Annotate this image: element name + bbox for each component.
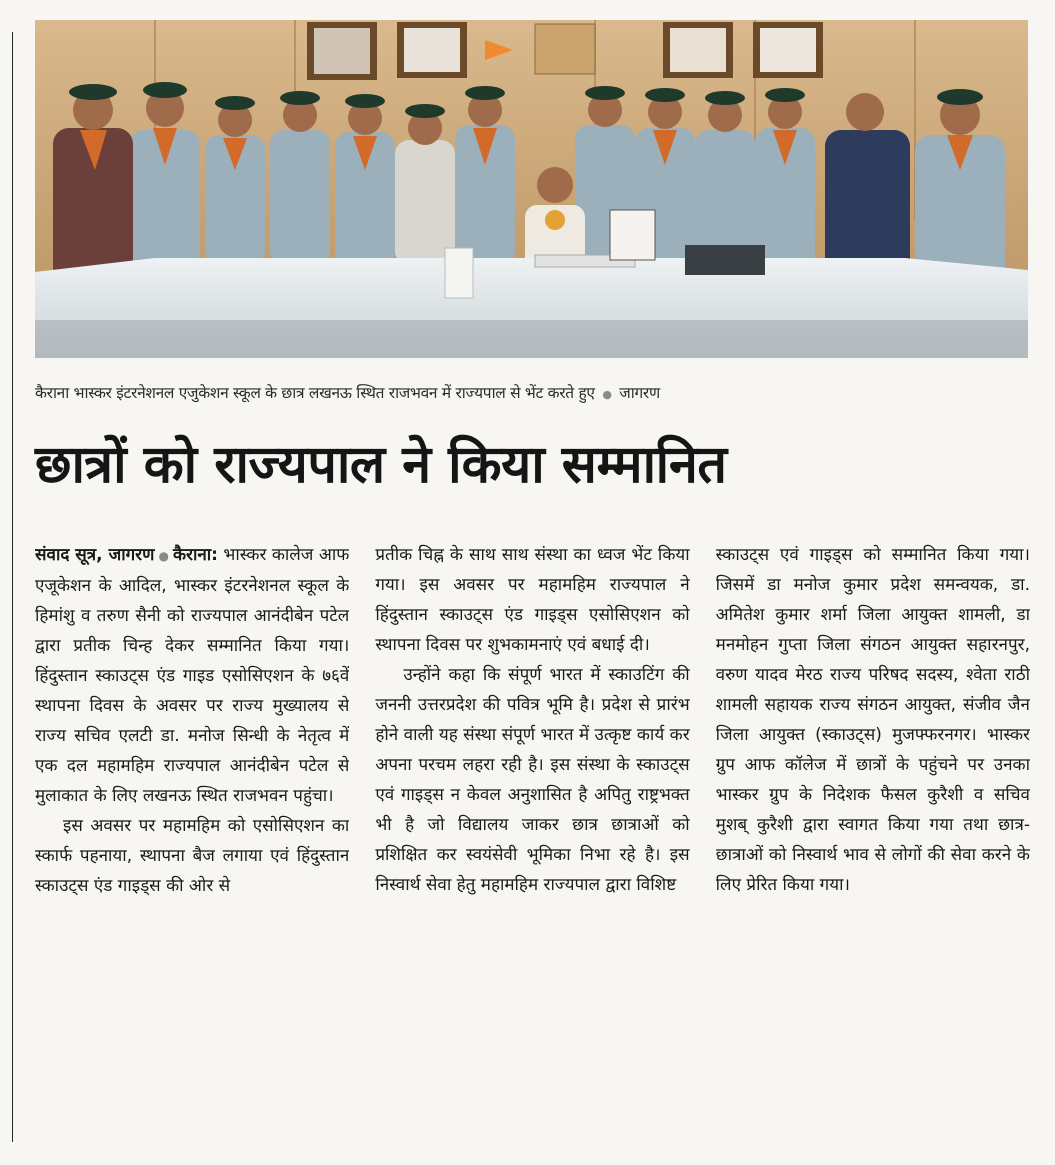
bullet-icon: ● bbox=[602, 388, 612, 401]
byline bbox=[35, 545, 218, 565]
paragraph: स्काउट्स एवं गाइड्स को सम्मानित किया गया। जिसमें डा मनोज कुमार प्रदेश समन्वयक, डा. अमितेश कुमार शर्मा जिला आयुक्त शामली, डा मनमोहन गुप्ता जिला संगठन आयुक्त सहारनपुर, वरुण यादव मेरठ राज्य परिषद सदस्य, श्वेता राठी शामली सहायक राज्य संगठन आयुक्त, संजीव जैन जिला आयुक्त (स्काउट्स) मुजफ्फरनगर। भास्कर ग्रुप आफ कॉलेज में छात्रों के पहुंचने पर उनका भास्कर ग्रुप के निदेशक फैसल कुरैशी व सचिव मुशब् कुरैशी द्वारा स्वागत किया गया तथा छात्र- छात्राओं को निस्वार्थ भाव से लोगों की सेवा करने के लिए प्रेरित किया गया। bbox=[715, 545, 1030, 895]
article-column-1 bbox=[35, 540, 349, 1150]
caption-text: कैराना भास्कर इंटरनेशनल एजुकेशन स्कूल के छात्र लखनऊ स्थित राजभवन में राज्यपाल से भेंट करते हुए bbox=[35, 384, 595, 402]
caption-credit: जागरण bbox=[619, 384, 660, 402]
photo-caption bbox=[35, 382, 1035, 406]
news-photo bbox=[35, 20, 1028, 358]
article-column-3 bbox=[716, 540, 1030, 1150]
byline-source: संवाद सूत्र, जागरण bbox=[35, 545, 155, 565]
article-column-2 bbox=[375, 540, 689, 1150]
group-photo-icon bbox=[35, 20, 1028, 358]
paragraph: प्रतीक चिह्न के साथ साथ संस्था का ध्वज भेंट किया गया। इस अवसर पर महामहिम राज्यपाल ने हिंदुस्तान स्काउट्स एंड गाइड्स एसोसिएशन को स्थापना दिवस पर शुभकामनाएं एवं बधाई दी। bbox=[375, 545, 690, 655]
byline-place: कैराना: bbox=[172, 545, 218, 565]
paragraph: उन्होंने कहा कि संपूर्ण भारत में स्काउटिंग की जननी उत्तरप्रदेश की पवित्र भूमि है। प्रदेश से प्रारंभ होने वाली यह संस्था संपूर्ण भारत में उत्कृष्ट कार्य कर अपना परचम लहरा रही है। इस संस्था के स्काउट्स एवं गाइड्स न केवल अनुशासित है अपितु राष्ट्रभक्त भी है जो विद्यालय जाकर छात्र छात्राओं को प्रशिक्षित कर स्वयंसेवी भूमिका निभा रहे है। इस निस्वार्थ सेवा हेतु महामहिम राज्यपाल द्वारा विशिष्ट bbox=[375, 665, 690, 895]
paragraph: इस अवसर पर महामहिम को एसोसिएशन का स्कार्फ पहनाया, स्थापना बैज लगाया एवं हिंदुस्तान स्काउट्स एंड गाइड्स की ओर से bbox=[35, 816, 350, 896]
page-left-rule bbox=[0, 32, 13, 1142]
article-body bbox=[35, 540, 1030, 1150]
bullet-icon: ● bbox=[158, 549, 169, 563]
paragraph: भास्कर कालेज आफ एजूकेशन के आदिल, भास्कर इंटरनेशनल स्कूल के हिमांशु व तरुण सैनी को राज्यपाल आनंदीबेन पटेल द्वारा प्रतीक चिन्ह देकर सम्मानित किया गया। हिंदुस्तान स्काउट्स एंड गाइड एसोसिएशन के ७६वें स्थापना दिवस के अवसर पर राज्य मुख्यालय से राज्य सचिव एलटी डा. मनोज सिन्धी के नेतृत्व में एक दल महामहिम राज्यपाल आनंदीबेन पटेल से मुलाकात के लिए लखनऊ स्थित राजभवन पहुंचा। bbox=[35, 545, 350, 806]
headline: छात्रों को राज्यपाल ने किया सम्मानित bbox=[35, 435, 727, 495]
